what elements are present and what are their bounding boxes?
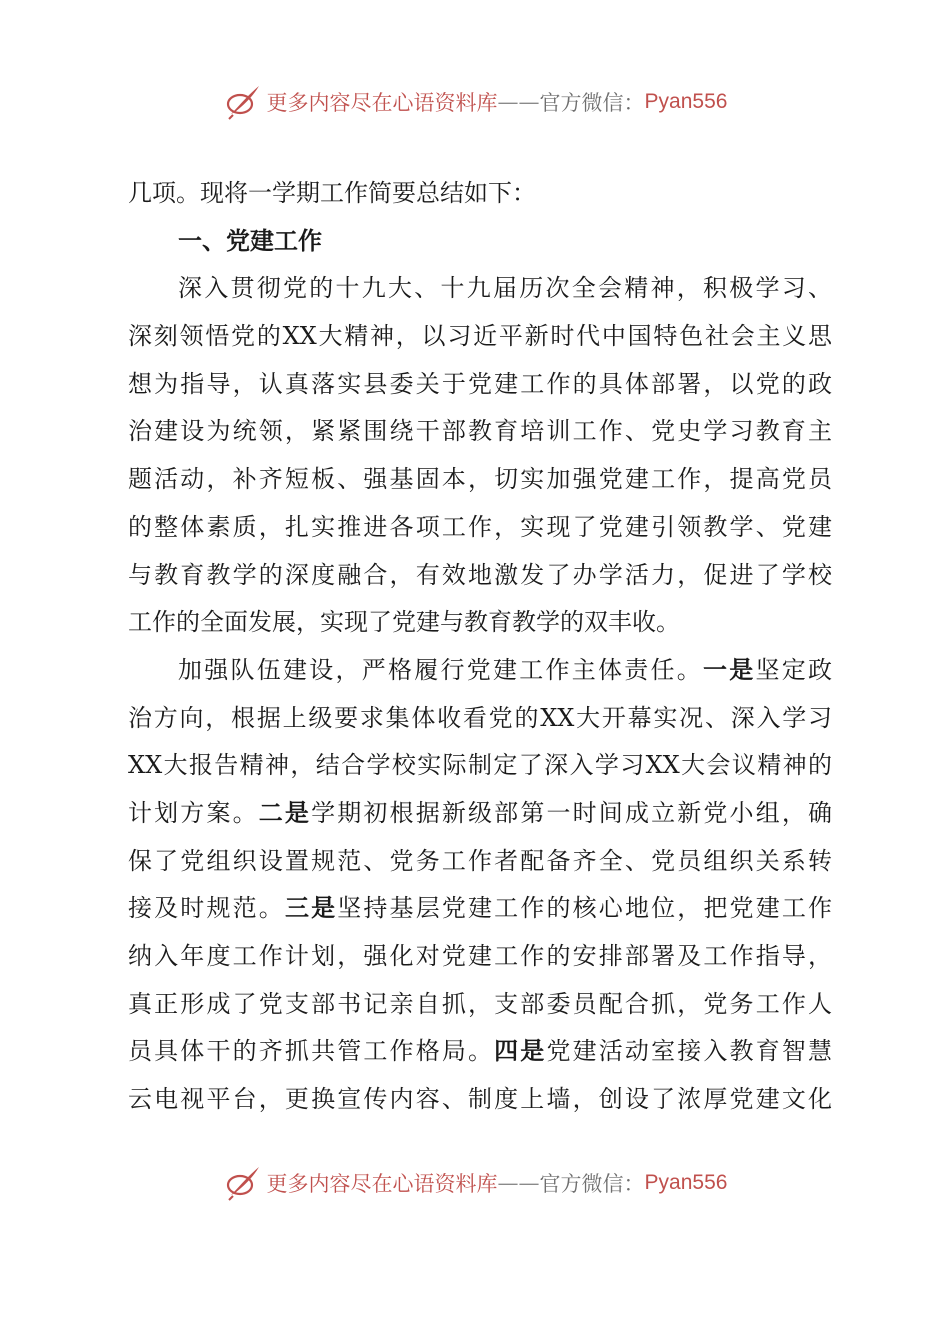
emphasis-second: 二是 [258,798,312,827]
banner-wechat-id: Pyan556 [644,90,728,113]
paragraph-line: 与教育教学的深度融合，有效地激发了办学活力，促进了学校 [128,560,832,589]
paragraph-line: 题活动，补齐短板、强基固本，切实加强党建工作，提高党员 [128,465,832,494]
banner-promo-text: 更多内容尽在心语资料库 [266,1172,498,1196]
line-segment: 员具体干的齐抓共管工作格局。 [128,1037,495,1066]
paragraph-line [128,1028,832,1076]
line-segment: 学期初根据新级部第一时间成立新党小组，确 [311,798,833,827]
document-body [128,170,832,1124]
footer-banner [0,1163,950,1203]
line-segment: 接及时规范。 [128,894,285,923]
paragraph-line: 的整体素质，扎实推进各项工作，实现了党建引领教学、党建 [128,512,832,541]
emphasis-fourth: 四是 [494,1037,547,1066]
line-segment: 党建活动室接入教育智慧 [546,1037,833,1066]
emphasis-first: 一是 [703,655,756,684]
paragraph-line: 真正形成了党支部书记亲自抓，支部委员配合抓，党务工作人 [128,989,832,1018]
paragraph-line: 纳入年度工作计划，强化对党建工作的安排部署及工作指导， [128,942,832,970]
paragraph-line: 深刻领悟党的XX大精神，以习近平新时代中国特色社会主义思 [128,322,832,351]
paragraph-line [128,647,832,695]
banner-promo-text: 更多内容尽在心语资料库 [266,91,498,115]
line-segment: 坚定政 [755,655,832,684]
header-banner [0,82,950,122]
feather-quill-logo-icon [223,1163,263,1203]
paragraph-line: XX大报告精神，结合学校实际制定了深入学习XX大会议精神的 [128,751,832,780]
banner-official-label: 官方微信： [539,1172,645,1196]
emphasis-third: 三是 [284,894,338,923]
paragraph-line [128,790,832,838]
line-segment: 加强队伍建设，严格履行党建工作主体责任。 [178,655,703,684]
banner-separator: —— [497,90,540,114]
paragraph-line: 治建设为统领，紧紧围绕干部教育培训工作、党史学习教育主 [128,417,832,446]
paragraph-line: 保了党组织设置规范、党务工作者配备齐全、党员组织关系转 [128,846,832,875]
line-segment: 计划方案。 [128,798,259,827]
paragraph-line [128,885,832,933]
paragraph-line: 云电视平台，更换宣传内容、制度上墙，创设了浓厚党建文化 [128,1085,832,1114]
paragraph-line: 几项。现将一学期工作简要总结如下： [128,179,536,207]
paragraph-line: 想为指导，认真落实县委关于党建工作的具体部署，以党的政 [128,369,832,398]
banner-official-label: 官方微信： [539,91,645,115]
banner-wechat-id: Pyan556 [644,1171,728,1194]
paragraph-line: 深入贯彻党的十九大、十九届历次全会精神，积极学习、 [178,274,832,303]
banner-separator: —— [497,1171,540,1195]
paragraph-line: 治方向，根据上级要求集体收看党的XX大开幕实况、深入学习 [128,703,832,732]
paragraph-line: 工作的全面发展，实现了党建与教育教学的双丰收。 [128,608,680,637]
section-heading: 一、党建工作 [178,226,322,255]
feather-quill-logo-icon [223,82,263,122]
line-segment: 坚持基层党建工作的核心地位，把党建工作 [337,894,833,923]
